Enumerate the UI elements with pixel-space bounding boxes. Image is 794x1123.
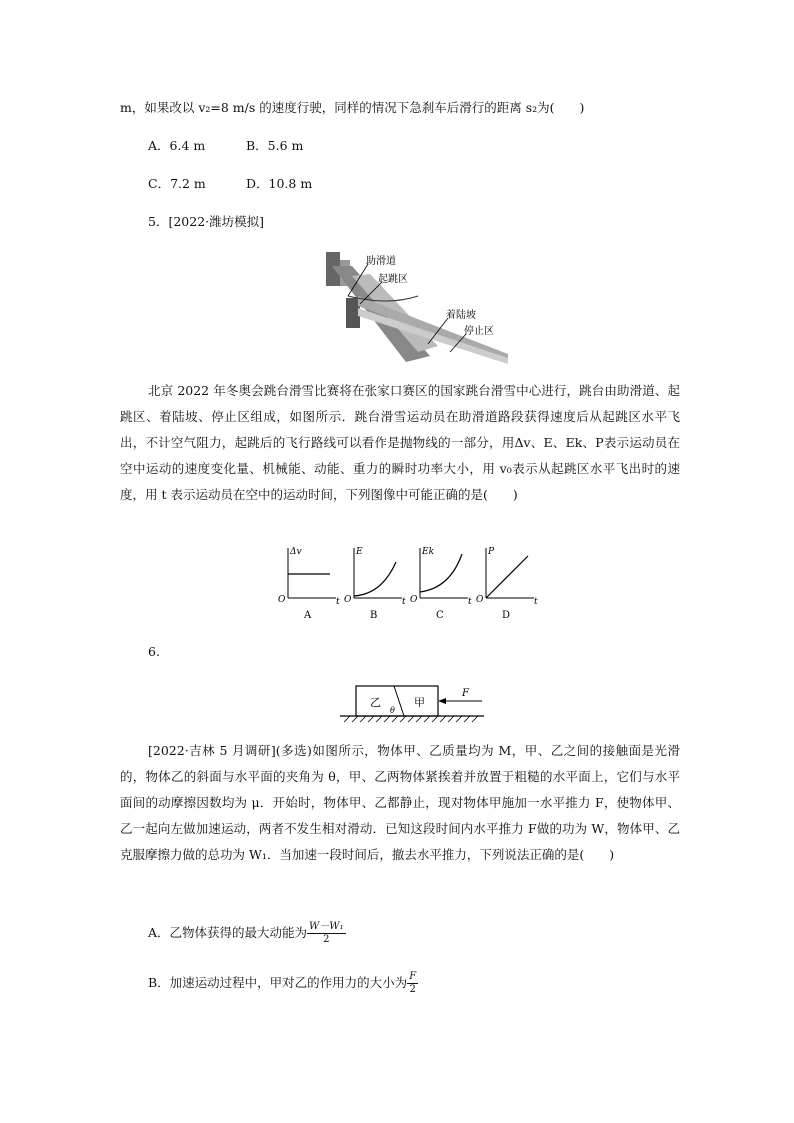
graph-d-xlabel: t: [534, 597, 538, 607]
graph-b-ylabel: E: [356, 547, 363, 557]
label-theta: θ: [390, 706, 395, 715]
graph-a-label: A: [304, 610, 312, 621]
label-takeoff: 起跳区: [378, 274, 408, 285]
graph-a-ylabel: Δv: [290, 547, 302, 557]
graph-b-label: B: [370, 610, 378, 621]
q6-number: 6.: [148, 644, 160, 659]
graph-c-xlabel: t: [468, 597, 472, 607]
graph-b-xlabel: t: [402, 597, 406, 607]
graph-d: [476, 547, 538, 621]
graph-c-ylabel: Ek: [422, 547, 435, 557]
q4-stem: m，如果改以 v₂=8 m/s 的速度行驶，同样的情况下急刹车后滑行的距离 s₂为( ): [120, 100, 585, 115]
q6-option-a-num: W－W₁: [309, 921, 344, 932]
q6-option-a-fraction: [307, 921, 346, 946]
q5-header: 5．[2022·潍坊模拟]: [148, 214, 264, 229]
q5-stem: 北京 2022 年冬奥会跳台滑雪比赛将在张家口赛区的国家跳台滑雪中心进行，跳台由助滑道、起跳区、着陆坡、停止区组成，如图所示．跳台滑雪运动员在助滑道路段获得速度后从起跳区水平飞出，不计空气阻力，起跳后的飞行路线可以看作是抛物线的一部分，用Δv、E、Ek、P表示运动员在空中运动的速度变化量、机械能、动能、重力的瞬时功率大小，用 v₀表示从起跳区水平飞出时的速度，用 t 表示运动员在空中的运动时间，下列图像中可能正确的是( ): [120, 383, 680, 502]
graph-b-origin: O: [344, 595, 352, 605]
ski-jump-figure: [318, 246, 514, 364]
label-runway: 助滑道: [366, 256, 396, 267]
q6-stem: [2022·吉林 5 月调研](多选)如图所示，物体甲、乙质量均为 M，甲、乙之间的接触面是光滑的，物体乙的斜面与水平面的夹角为 θ，甲、乙两物体紧挨着并放置于粗糙的水平面上，它们与水平面间的动摩擦因数均为 μ．开始时，物体甲、乙都静止，现对物体甲施加一水平推力 F，使物体甲、乙一起向左做加速运动，两者不发生相对滑动．已知这段时间内水平推力 F做的功为 W，物体甲、乙克服摩擦力做的总功为 W₁．当加速一段时间后，撤去水平推力，下列说法正确的是( ): [120, 743, 680, 862]
graph-d-ylabel: P: [488, 547, 495, 557]
graph-b-curve: [354, 562, 396, 596]
graph-c-origin: O: [410, 595, 418, 605]
label-yi: 乙: [370, 696, 381, 709]
q6-option-b: [148, 968, 418, 998]
q6-option-a-den: 2: [323, 934, 330, 945]
blocks-figure: [336, 682, 486, 724]
q6-option-b-num: F: [409, 971, 417, 982]
graph-b: [344, 547, 406, 621]
q6-option-a: [148, 918, 346, 948]
q4-option-d: D．10.8 m: [246, 176, 313, 191]
q6-option-b-fraction: [407, 971, 418, 996]
label-landing: 着陆坡: [446, 310, 476, 321]
label-force: F: [462, 688, 469, 699]
q6-option-a-text: A．乙物体获得的最大动能为: [148, 925, 308, 940]
label-jia: 甲: [414, 696, 425, 709]
graph-d-curve: [486, 556, 528, 598]
block-outline: [356, 686, 438, 716]
label-stop: 停止区: [464, 326, 494, 337]
graph-c-label: C: [436, 610, 444, 621]
graph-d-label: D: [502, 610, 511, 621]
q4-option-b: B．5.6 m: [246, 138, 304, 153]
q6-option-b-den: 2: [409, 984, 416, 995]
q4-option-a: A．6.4 m: [148, 138, 206, 153]
q6-option-b-text: B．加速运动过程中，甲对乙的作用力的大小为: [148, 975, 408, 990]
graph-c-curve: [420, 554, 462, 592]
graph-a-origin: O: [278, 595, 286, 605]
graph-a: [278, 547, 340, 621]
graph-c: [410, 547, 472, 621]
q5-graphs: [270, 542, 560, 624]
graph-d-origin: O: [476, 595, 484, 605]
q4-option-c: C．7.2 m: [148, 176, 206, 191]
graph-a-xlabel: t: [336, 597, 340, 607]
